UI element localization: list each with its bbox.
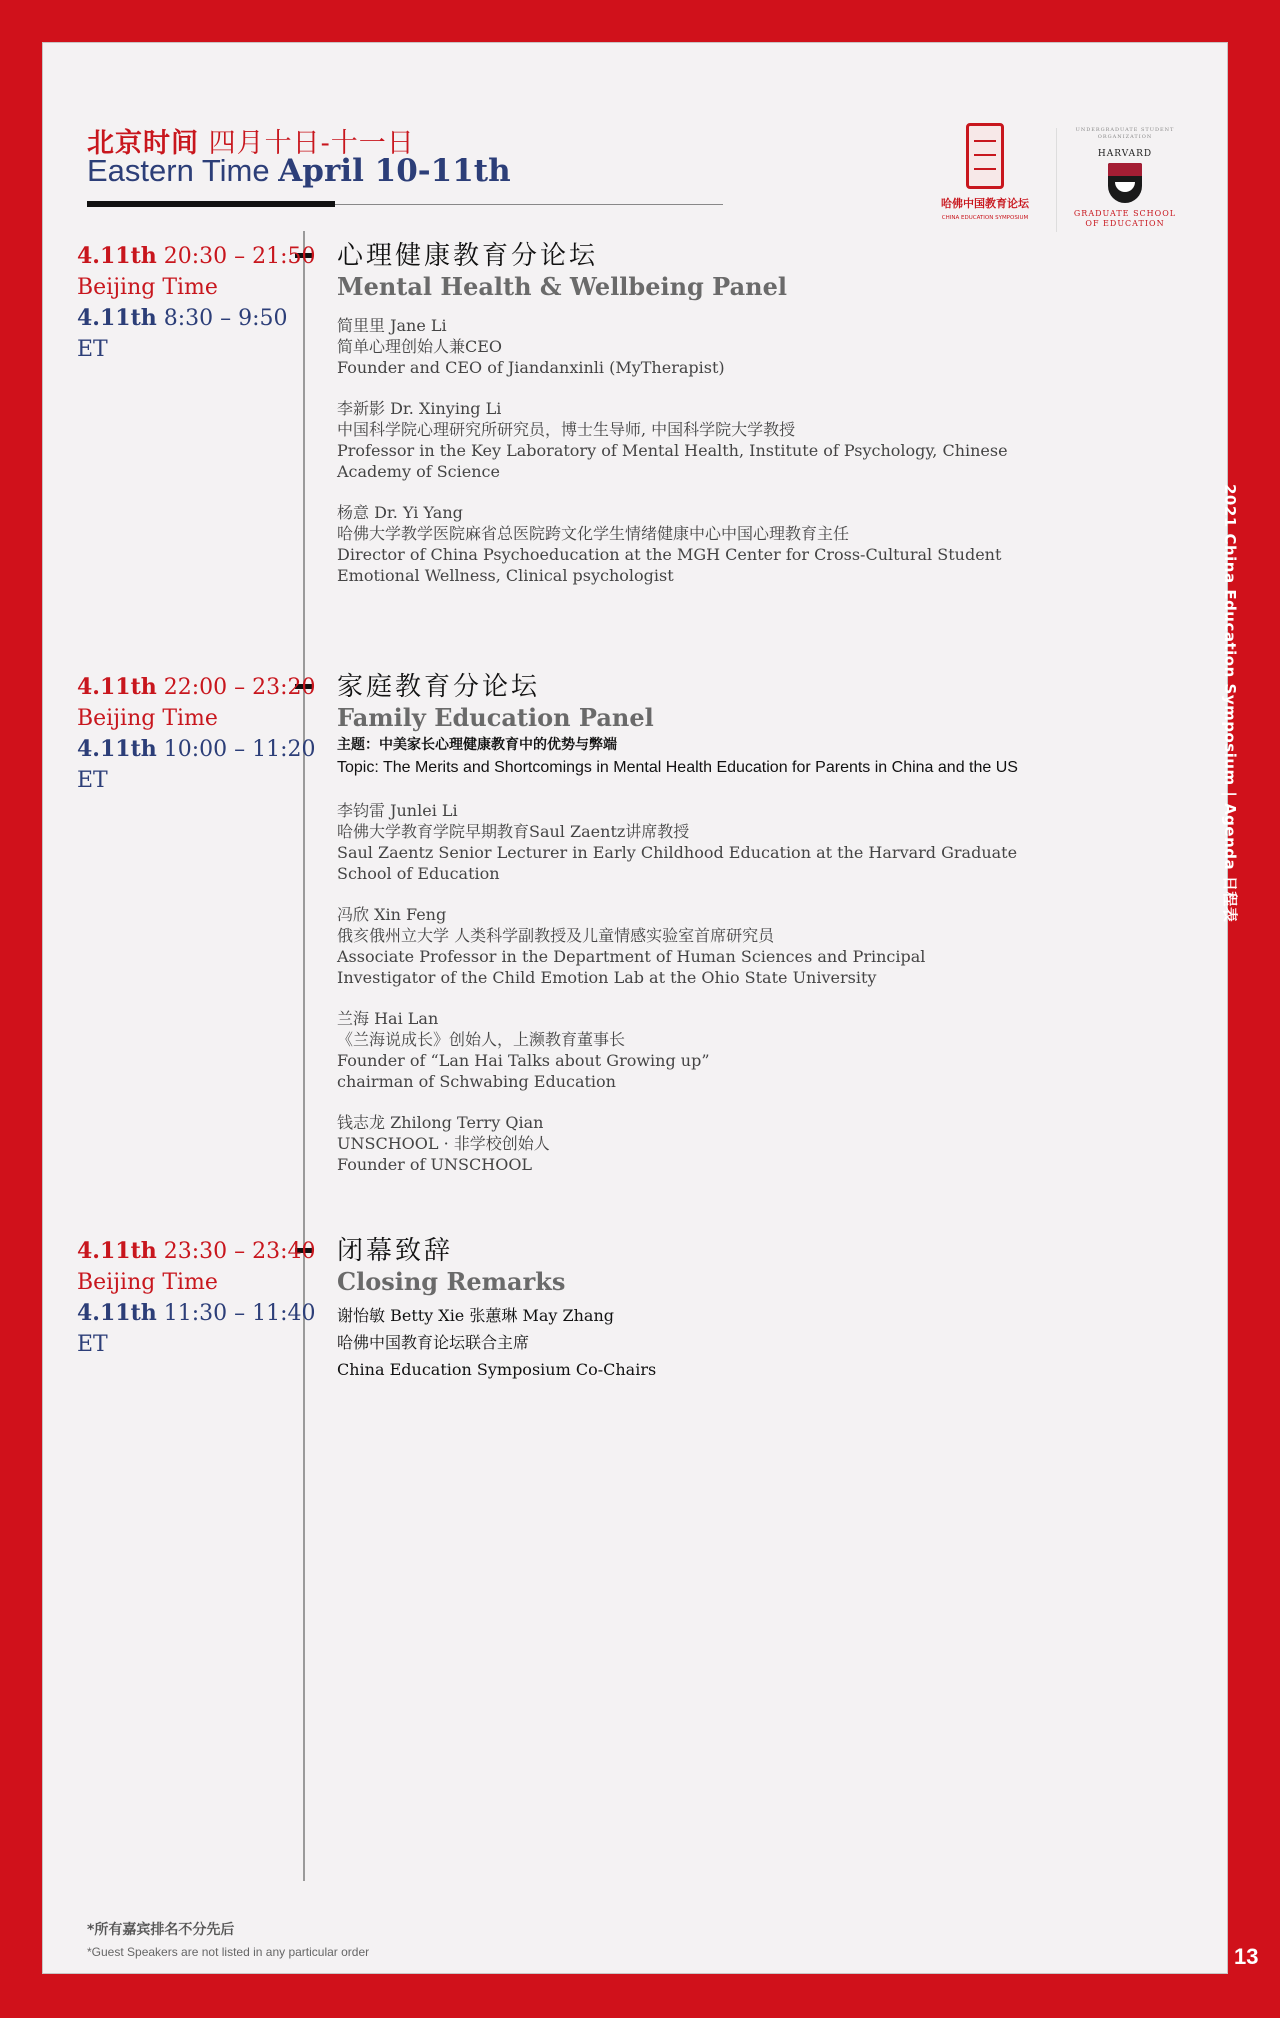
speaker-entry	[337, 1008, 1217, 1092]
hgse-school-line2: OF EDUCATION	[1085, 219, 1165, 228]
beijing-time-range	[77, 241, 317, 272]
beijing-time-range	[77, 1236, 317, 1267]
speaker-title-cn: 简单心理创始人兼CEO	[337, 337, 503, 356]
speaker-name: 简里里 Jane Li	[337, 316, 447, 335]
speaker-entry	[337, 315, 1217, 378]
speaker-title-en: Founder of “Lan Hai Talks about Growing up”	[337, 1051, 710, 1070]
hgse-logo	[1065, 127, 1185, 229]
header-underline-thin	[335, 204, 723, 205]
session-family-education	[337, 670, 1217, 1175]
session-date: 4.11th	[77, 736, 157, 762]
speaker-entry	[337, 800, 1217, 884]
session-date: 4.11th	[77, 243, 157, 269]
speaker-title-en-cont: Academy of Science	[337, 462, 500, 481]
hgse-logo-school	[1065, 209, 1185, 229]
timeline-line	[303, 231, 305, 1881]
session-mental-health	[337, 239, 1217, 586]
header-en-prefix: Eastern Time	[87, 153, 279, 188]
session-time	[77, 241, 317, 365]
header-eastern-time	[87, 153, 511, 189]
footnote	[87, 1919, 369, 1959]
speaker-name: 李新影 Dr. Xinying Li	[337, 399, 502, 418]
speaker-title-en-cont: School of Education	[337, 864, 500, 883]
eastern-time: 10:00 – 11:20	[156, 737, 316, 762]
closing-role-en: China Education Symposium Co-Chairs	[337, 1360, 657, 1379]
speaker-title-en-cont: chairman of Schwabing Education	[337, 1072, 616, 1091]
speaker-title-cn: 俄亥俄州立大学 人类科学副教授及儿童情感实验室首席研究员	[337, 926, 775, 945]
ces-logo	[925, 123, 1045, 221]
speaker-name: 李钧雷 Junlei Li	[337, 801, 458, 820]
beijing-time-label: Beijing Time	[77, 706, 218, 731]
session-title-cn: 闭幕致辞	[337, 1236, 454, 1266]
sidebar-title: 2021 China Education Symposium | Agenda 日程表	[1221, 484, 1239, 923]
eastern-time-label: ET	[77, 768, 108, 793]
hgse-logo-name: HARVARD	[1097, 149, 1153, 159]
beijing-time: 20:30 – 21:50	[156, 244, 316, 269]
seal-icon	[966, 123, 1004, 189]
speaker-title-cn: 哈佛大学教育学院早期教育Saul Zaentz讲席教授	[337, 822, 690, 841]
speaker-title-cn: 《兰海说成长》创始人，上濒教育董事长	[337, 1030, 626, 1049]
beijing-time-range	[77, 672, 317, 703]
speaker-title-en: Professor in the Key Laboratory of Mental Health, Institute of Psychology, Chinese	[337, 441, 1008, 460]
ces-logo-cn: 哈佛中国教育论坛	[941, 197, 1029, 210]
eastern-time-label: ET	[77, 1332, 108, 1357]
speaker-entry	[337, 398, 1217, 482]
session-title-cn: 家庭教育分论坛	[337, 672, 541, 702]
closing-role-cn: 哈佛中国教育论坛联合主席	[337, 1333, 530, 1352]
speaker-title-cn: 中国科学院心理研究所研究员，博士生导师, 中国科学院大学教授	[337, 420, 796, 439]
speaker-title-cn: UNSCHOOL · 非学校创始人	[337, 1134, 550, 1153]
header-underline-bold	[87, 201, 335, 207]
session-title-en: Closing Remarks	[337, 1267, 566, 1296]
speaker-entry	[337, 904, 1217, 988]
speaker-name: 兰海 Hai Lan	[337, 1009, 439, 1028]
speaker-name: 杨意 Dr. Yi Yang	[337, 503, 463, 522]
header-en-dates: April 10-11th	[278, 153, 511, 189]
hgse-school-line1: GRADUATE SCHOOL	[1073, 209, 1177, 218]
eastern-time-range	[77, 303, 317, 334]
speaker-title-en-cont: Investigator of the Child Emotion Lab at the Ohio State University	[337, 968, 877, 987]
session-title-en: Family Education Panel	[337, 703, 654, 732]
session-title-en: Mental Health & Wellbeing Panel	[337, 272, 787, 301]
agenda-page	[42, 42, 1228, 1974]
speaker-entry	[337, 1112, 1217, 1175]
session-time	[77, 1236, 317, 1360]
closing-names: 谢怡敏 Betty Xie 张蕙琳 May Zhang	[337, 1306, 615, 1325]
page-number: 13	[1234, 1944, 1259, 1969]
ces-logo-en: CHINA EDUCATION SYMPOSIUM	[941, 215, 1029, 221]
session-date: 4.11th	[77, 674, 157, 700]
hgse-logo-org: UNDERGRADUATE STUDENT ORGANIZATION	[1075, 127, 1175, 140]
header-cn-bold: 北京时间	[87, 128, 199, 159]
beijing-time: 23:30 – 23:40	[156, 1239, 316, 1264]
eastern-time-label: ET	[77, 337, 108, 362]
session-topic-cn: 主题：中美家长心理健康教育中的优势与弊端	[337, 737, 617, 753]
speaker-entry	[337, 502, 1217, 586]
session-date: 4.11th	[77, 1238, 157, 1264]
closing-speakers	[337, 1302, 1217, 1383]
speaker-title-en: Founder and CEO of Jiandanxinli (MyTherapist)	[337, 358, 725, 377]
speaker-title-en: Saul Zaentz Senior Lecturer in Early Childhood Education at the Harvard Graduate	[337, 843, 1018, 862]
footnote-cn: *所有嘉宾排名不分先后	[87, 1922, 235, 1938]
speaker-title-en: Associate Professor in the Department of Human Sciences and Principal	[337, 947, 926, 966]
session-topic-en: Topic: The Merits and Shortcomings in Mental Health Education for Parents in China and the US	[337, 759, 1018, 776]
logo-divider	[1056, 128, 1057, 232]
session-time	[77, 672, 317, 796]
harvard-shield-icon	[1108, 163, 1142, 203]
session-title-cn: 心理健康教育分论坛	[337, 241, 599, 271]
eastern-time: 8:30 – 9:50	[156, 306, 288, 331]
speaker-title-en: Founder of UNSCHOOL	[337, 1155, 533, 1174]
speaker-name: 钱志龙 Zhilong Terry Qian	[337, 1113, 544, 1132]
beijing-time: 22:00 – 23:20	[156, 675, 316, 700]
speaker-title-cn: 哈佛大学教学医院麻省总医院跨文化学生情绪健康中心中国心理教育主任	[337, 524, 850, 543]
eastern-time-range	[77, 734, 317, 765]
beijing-time-label: Beijing Time	[77, 1270, 218, 1295]
session-closing-remarks	[337, 1234, 1217, 1383]
speaker-title-en-cont: Emotional Wellness, Clinical psychologist	[337, 566, 674, 585]
speaker-title-en: Director of China Psychoeducation at the MGH Center for Cross-Cultural Student	[337, 545, 1002, 564]
header-cn-dates: 四月十日-十一日	[199, 128, 415, 159]
speaker-name: 冯欣 Xin Feng	[337, 905, 447, 924]
eastern-time-range	[77, 1298, 317, 1329]
footnote-en: *Guest Speakers are not listed in any particular order	[87, 1945, 370, 1959]
session-date: 4.11th	[77, 1300, 157, 1326]
eastern-time: 11:30 – 11:40	[156, 1301, 316, 1326]
beijing-time-label: Beijing Time	[77, 275, 218, 300]
session-date: 4.11th	[77, 305, 157, 331]
